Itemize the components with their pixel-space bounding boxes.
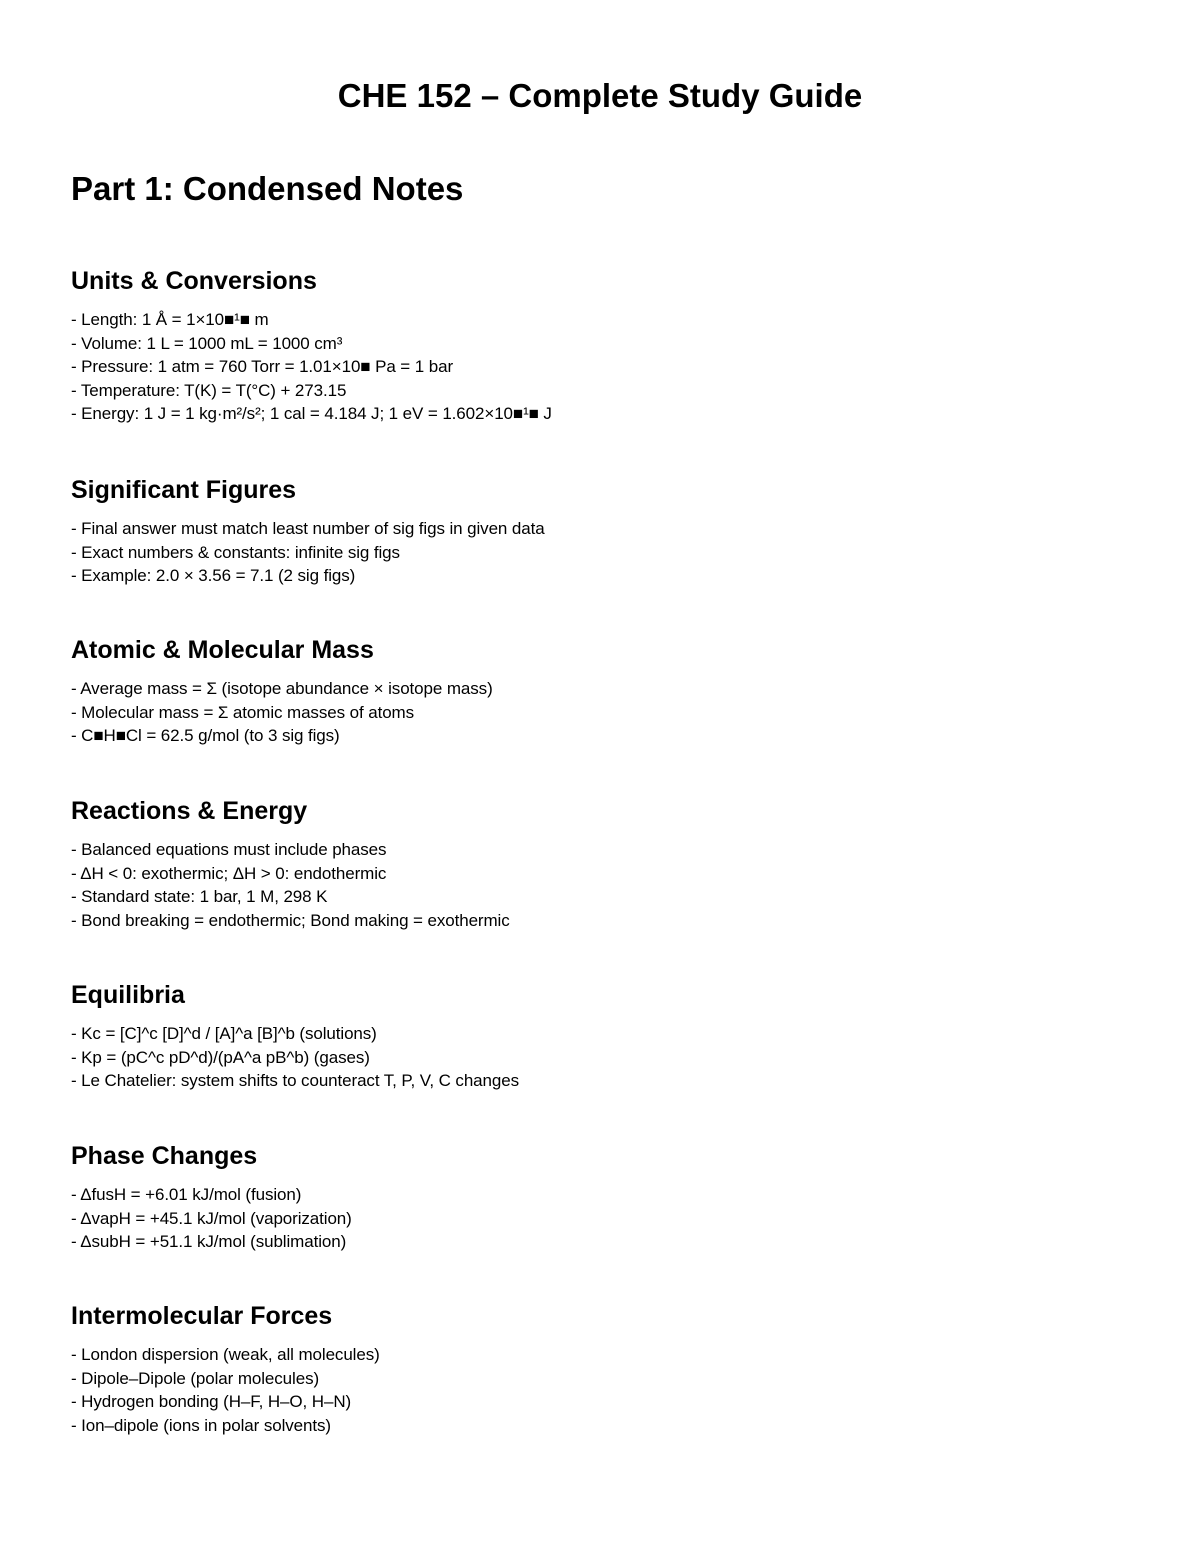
list-item: - Example: 2.0 × 3.56 = 7.1 (2 sig figs) <box>71 566 356 585</box>
section-significant-figures <box>71 475 1131 588</box>
bullet-list <box>71 517 1131 588</box>
section-heading: Atomic & Molecular Mass <box>71 636 374 664</box>
list-item: - Average mass = Σ (isotope abundance × isotope mass) <box>71 679 493 698</box>
section-heading: Equilibria <box>71 981 185 1009</box>
list-item: - Temperature: T(K) = T(°C) + 273.15 <box>71 380 347 400</box>
list-item: - ΔvapH = +45.1 kJ/mol (vaporization) <box>71 1208 352 1228</box>
section-intermolecular-forces <box>71 1301 1131 1437</box>
list-item: - Kc = [C]^c [D]^d / [A]^a [B]^b (solutions) <box>71 1024 377 1043</box>
bullet-list <box>71 677 1131 748</box>
section-heading: Reactions & Energy <box>71 797 308 825</box>
list-item: - ΔH < 0: exothermic; ΔH > 0: endothermic <box>71 863 387 883</box>
bullet-list <box>71 308 1131 426</box>
list-item: - ΔsubH = +51.1 kJ/mol (sublimation) <box>71 1232 347 1251</box>
list-item: - Final answer must match least number of sig figs in given data <box>71 519 545 538</box>
list-item: - Exact numbers & constants: infinite sig figs <box>71 542 400 562</box>
list-item: - Length: 1 Å = 1×10■¹■ m <box>71 310 269 329</box>
bullet-list <box>71 1183 1131 1254</box>
section-equilibria <box>71 980 1131 1093</box>
list-item: - Hydrogen bonding (H–F, H–O, H–N) <box>71 1392 352 1411</box>
list-item: - Kp = (pC^c pD^d)/(pA^a pB^b) (gases) <box>71 1047 370 1067</box>
list-item: - ΔfusH = +6.01 kJ/mol (fusion) <box>71 1185 302 1204</box>
list-item: - Bond breaking = endothermic; Bond making = exothermic <box>71 910 510 930</box>
list-item: - Ion–dipole (ions in polar solvents) <box>71 1415 331 1435</box>
section-reactions-energy <box>71 796 1131 932</box>
section-heading: Significant Figures <box>71 476 297 504</box>
section-units <box>71 266 1131 426</box>
part-title: Part 1: Condensed Notes <box>71 170 464 207</box>
bullet-list <box>71 1022 1131 1093</box>
list-item: - Dipole–Dipole (polar molecules) <box>71 1368 320 1388</box>
document-title: CHE 152 – Complete Study Guide <box>337 77 863 114</box>
section-heading: Intermolecular Forces <box>71 1302 333 1330</box>
section-atomic-molecular-mass <box>71 635 1131 748</box>
bullet-list <box>71 1343 1131 1437</box>
list-item: - Molecular mass = Σ atomic masses of atoms <box>71 702 415 722</box>
list-item: - Balanced equations must include phases <box>71 840 387 859</box>
list-item: - Volume: 1 L = 1000 mL = 1000 cm³ <box>71 333 343 353</box>
list-item: - London dispersion (weak, all molecules) <box>71 1345 380 1364</box>
list-item: - Le Chatelier: system shifts to counteract T, P, V, C changes <box>71 1071 519 1090</box>
bullet-list <box>71 838 1131 932</box>
list-item: - Energy: 1 J = 1 kg·m²/s²; 1 cal = 4.184 J; 1 eV = 1.602×10■¹■ J <box>71 404 552 423</box>
list-item: - Pressure: 1 atm = 760 Torr = 1.01×10■ Pa = 1 bar <box>71 357 454 376</box>
section-phase-changes <box>71 1141 1131 1254</box>
list-item: - Standard state: 1 bar, 1 M, 298 K <box>71 887 328 906</box>
section-heading: Units & Conversions <box>71 267 317 295</box>
section-heading: Phase Changes <box>71 1142 258 1170</box>
list-item: - C■H■Cl = 62.5 g/mol (to 3 sig figs) <box>71 726 340 745</box>
